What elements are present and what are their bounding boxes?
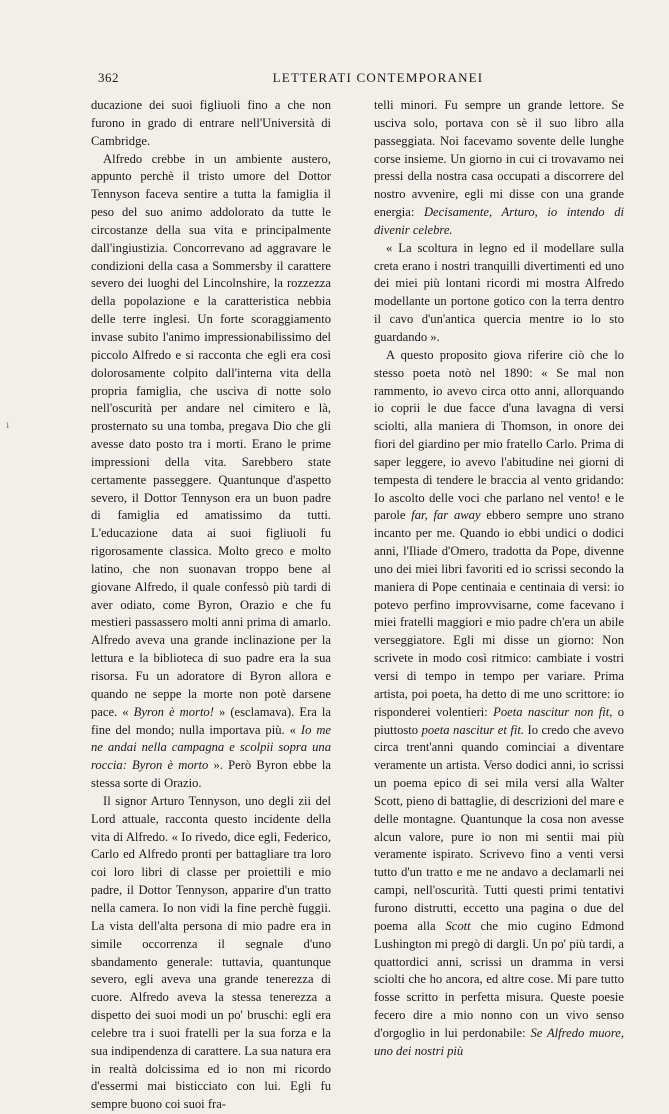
italic-quote: Decisamente, Arturo, io intendo di divenir celebre. [374,205,624,237]
paragraph-text: Alfredo crebbe in un ambiente austero, appunto perchè il tristo umore del Dottor Tennyson faceva sentire a tutta la famiglia il peso del suo animo addolorato da tutte le circostanze della sua vita e principalmente dall'ingiustizia. Concorrevano ad aggravare le condizioni della casa a Sommersby il carattere severo dei luoghi del Lincolnshire, la rozzezza della popolazione e la caratteristica nebbia delle terre inglesi. Un forte scoraggiamento invase subito l'animo impressionabilissimo del piccolo Alfredo e si racconta che egli era così dolorosamente colpito dall'interna vita della propria famiglia, che usciva di notte solo nell'oscurità per andare nel cimitero e là, prosternato su una tomba, pregava Dio che gli avesse dato posto tra i morti. Erano le prime impressioni della vita. Sarebbero state certamente passeggere. Quantunque d'aspetto severo, il Dottor Tennyson era un buon padre di famiglia ed amatissimo da tutti. L'educazione data ai suoi figliuoli fu rigorosamente classica. Molto greco e molto latino, che non suonavan troppo bene al giovane Alfredo, il quale confessò più tardi di aver odiato, come Byron, Orazio e che fu mestieri passassero molti anni prima di amarlo. Alfredo aveva una grande inclinazione per la lettura e la biblioteca di suo padre era la sua risorsa. Fu un adoratore di Byron allora e quando ne seppe la morte non potè darsene pace. « [91,151,331,719]
paragraph-arturo-account: Il signor Arturo Tennyson, uno degli zii del Lord attuale, racconta questo incidente della vita di Alfredo. « Io rivedo, dice egli, Federico, Carlo ed Alfredo pronti per battagliare tra loro coi loro libri di classe per proiettili e mio padre, il Dottor Tennyson, apparire d'un tratto nella camera. Io non vidi la fine perchè fuggii. La vista dell'alta persona di mio padre era in simile occorrenza il segnale d'uno sbandamento generale: tuttavia, quantunque severo, egli aveva una grande tenerezza di cuore. Alfredo aveva la stessa tenerezza a dispetto dei suoi modi un po' bruschi: egli era celebre tra i suoi fratelli per la sua forza e la sua indipendenza di carattere. La sua natura era in realtà dolcissima ed io non mi ricordo d'essermi mai bisticciato con lui. Egli fu sempre buono coi suoi fra- [91,793,331,1112]
paragraph-text: telli minori. Fu sempre un grande lettore. Se usciva solo, portava con sè il suo libro alla passeggiata. Noi facevamo sovente delle lunghe corse insieme. Un giorno in cui ci trovavamo nei pressi della nostra casa occupati a discorrere del nostro avvenire, egli mi disse con una grande energia: [374,98,624,220]
paragraph-childhood [91,151,331,793]
paragraph-continuation [374,97,624,240]
italic-phrase: Se Alfredo muore, uno dei nostri più [374,1025,624,1058]
italic-phrase: Poeta nascitur non fit [493,704,610,719]
paragraph-text: ». Però Byron ebbe la stessa sorte di Orazio. [91,758,331,791]
left-column [91,97,331,1114]
paragraph-text: , o piuttosto [374,704,625,737]
paragraph-poet-notes [374,347,624,1061]
italic-phrase: poeta nascitur et fit. [421,722,525,737]
italic-quote: Byron è morto! [133,704,214,719]
paragraph-text: » (esclamava). Era la fine del mondo; nulla importava più. « [91,704,331,737]
paragraph-continuation: ducazione dei suoi figliuoli fino a che non furono in grado di entrare nell'Università di Cambridge. [91,98,331,148]
paragraph-woodcarving: « La scoltura in legno ed il modellare sulla creta erano i nostri tranquilli divertimenti ed uno dei miei più lontani ricordi mi mostra Alfredo modellante un portone gotico con la terra dentro il cavo d'un'antica quercia mentre io lo sto guardando ». [374,240,624,344]
italic-phrase: Scott [445,918,471,933]
page-number: 362 [98,70,119,85]
running-title: LETTERATI CONTEMPORANEI [272,70,484,85]
italic-phrase: far, far away [411,508,481,523]
italic-quote: Io me ne andai nella campagna e scolpii sopra una roccia: Byron è morto [91,722,331,773]
paragraph-text: che mio cugino Edmond Lushington mi pregò di dargli. Un po' più tardi, a quattordici anni, scrissi un dramma in versi sciolti che ho ancora, ed altre cose. Mi pare tutto fosse scritto in perfetta misura. Queste poesie fecero dire a mio nonno con un vivo senso d'orgoglio in lui perdonabile: [374,918,624,1040]
paragraph-text: Io credo che avevo circa trent'anni quando cominciai a diventare veramente un artista. Verso dodici anni, io scrissi un poema epico di sei mila versi alla Walter Scott, pieno di battaglie, di descrizioni del mare e delle montagne. Quantunque la cosa non avesse alcun valore, pure io non mi sentii mai più veramente ispirato. Scrivevo fino a venti versi tutto d'un tratto e me ne andavo a declamarli nei campi, nell'oscurità. Tutti questi primi tentativi furono distrutti, eccetto una pagina o due del poema alla [374,722,624,933]
right-column [374,97,624,1061]
paragraph-text: A questo proposito giova riferire ciò che lo stesso poeta notò nel 1890: « Se mal non rammento, io avevo circa otto anni, allorquando io coprii le due facce d'una lavagna di versi sciolti, alla maniera di Thomson, in onore dei fiori del giardino per mio fratello Carlo. Prima di saper leggere, io avevo l'abitudine nei giorni di tempesta di tendere le braccia al vento gridando: Io ascolto delle voci che parlano nel vento! e le parole [374,347,624,523]
paragraph-text: ebbero sempre uno strano incanto per me. Quando io ebbi undici o dodici anni, l'Iliade d'Omero, tradotta da Pope, divenne uno dei miei libri favoriti ed io scrissi secondo la maniera di Pope centinaia e centinaia di versi: io potevo perfino improvvisarne, come facevano i miei fratelli maggiori e mio padre ch'era un abile verseggiatore. Egli mi disse un giorno: Non scrivete in modo così ritmico: cambiate i vostri versi di tempo in tempo per variare. Prima artista, poi poeta, ha detto di me uno scrittore: io risponderei volentieri: [374,508,625,719]
margin-mark: ı [6,420,10,431]
